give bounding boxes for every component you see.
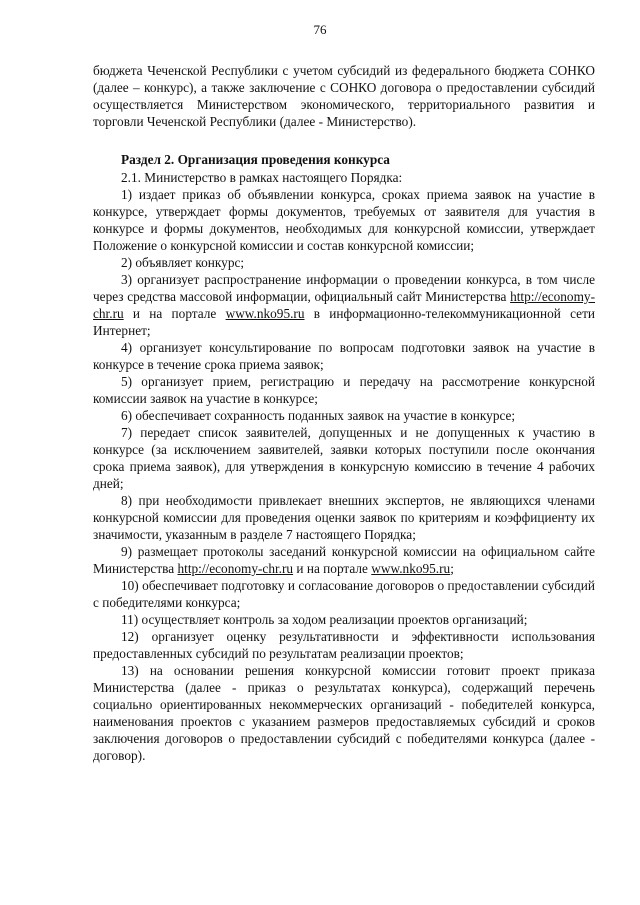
economy-site-link-2[interactable]: http://economy-chr.ru bbox=[177, 561, 294, 576]
list-item-10: 10) обеспечивает подготовку и согласование договоров о предоставлении субсидий с победителями конкурса; bbox=[93, 578, 595, 610]
list-item-11: 11) осуществляет контроль за ходом реализации проектов организаций; bbox=[121, 612, 528, 627]
list-item-3 bbox=[93, 271, 595, 339]
list-item-7: 7) передает список заявителей, допущенных и не допущенных к участию в конкурсе (за исключением заявителей, заявки которых поступили после окончания срока приема заявок), для утверждения в конкурсную комиссию в течение 4 рабочих дней; bbox=[93, 425, 595, 491]
list-item-9-text-a: 9) размещает протоколы заседаний конкурсной комиссии на официальном сайте Министерства bbox=[93, 544, 595, 576]
list-item-9 bbox=[93, 543, 595, 577]
nko-portal-link-2[interactable]: www.nko95.ru bbox=[371, 561, 451, 576]
list-item-9-text-b: и на портале bbox=[293, 561, 372, 576]
list-item-3-text-a: 3) организует распространение информации о проведении конкурса, в том числе через средства массовой информации, официальный сайт Министерства bbox=[93, 272, 595, 304]
list-item-3-text-c: в информационно-телекоммуникационной сети Интернет; bbox=[93, 306, 595, 338]
list-item-8: 8) при необходимости привлекает внешних экспертов, не являющихся членами конкурсной комиссии для проведения оценки заявок по критериям и коэффициенту их значимости, указанным в разделе 7 настоящего Порядка; bbox=[93, 493, 595, 542]
list-item-5: 5) организует прием, регистрацию и передачу на рассмотрение конкурсной комиссии заявок на участие в конкурсе; bbox=[93, 374, 595, 406]
list-item-2: 2) объявляет конкурс; bbox=[121, 255, 245, 270]
nko-portal-link[interactable]: www.nko95.ru bbox=[225, 306, 305, 321]
paragraph-2-1: 2.1. Министерство в рамках настоящего Порядка: bbox=[121, 170, 403, 185]
section-title: Раздел 2. Организация проведения конкурса bbox=[121, 152, 390, 167]
list-item-6: 6) обеспечивает сохранность поданных заявок на участие в конкурсе; bbox=[121, 408, 516, 423]
list-item-1: 1) издает приказ об объявлении конкурса, сроках приема заявок на участие в конкурсе, утверждает формы документов, требуемых от заявителя для участия в конкурсе и формы документов, необходимых для конкурсной комиссии, утверждает Положение о конкурсной комиссии и состав конкурсной комиссии; bbox=[93, 187, 595, 253]
list-item-4: 4) организует консультирование по вопросам подготовки заявок на участие в конкурсе в течение срока приема заявок; bbox=[93, 340, 595, 372]
list-item-9-text-c: ; bbox=[450, 561, 454, 576]
list-item-13: 13) на основании решения конкурсной комиссии готовит проект приказа Министерства (далее - приказ о результатах конкурса), содержащий перечень социально ориентированных некоммерческих организаций - победителей конкурса, наименования проектов с указанием размеров предоставляемых субсидий и сроков заключения договоров о предоставлении субсидий с победителями конкурса (далее - договор). bbox=[93, 663, 595, 763]
economy-site-link[interactable]: http://economy-chr.ru bbox=[93, 289, 595, 321]
document-body bbox=[93, 62, 595, 764]
list-item-12: 12) организует оценку результативности и эффективности использования предоставленных субсидий по результатам реализации проектов; bbox=[93, 629, 595, 661]
page-number: 76 bbox=[313, 22, 327, 37]
intro-paragraph: бюджета Чеченской Республики с учетом субсидий из федерального бюджета СОНКО (далее – конкурс), а также заключение с СОНКО договора о предоставлении субсидий осуществляется Министерством экономического, территориального развития и торговли Чеченской Республики (далее - Министерство). bbox=[93, 63, 595, 129]
list-item-3-text-b: и на портале bbox=[123, 306, 226, 321]
